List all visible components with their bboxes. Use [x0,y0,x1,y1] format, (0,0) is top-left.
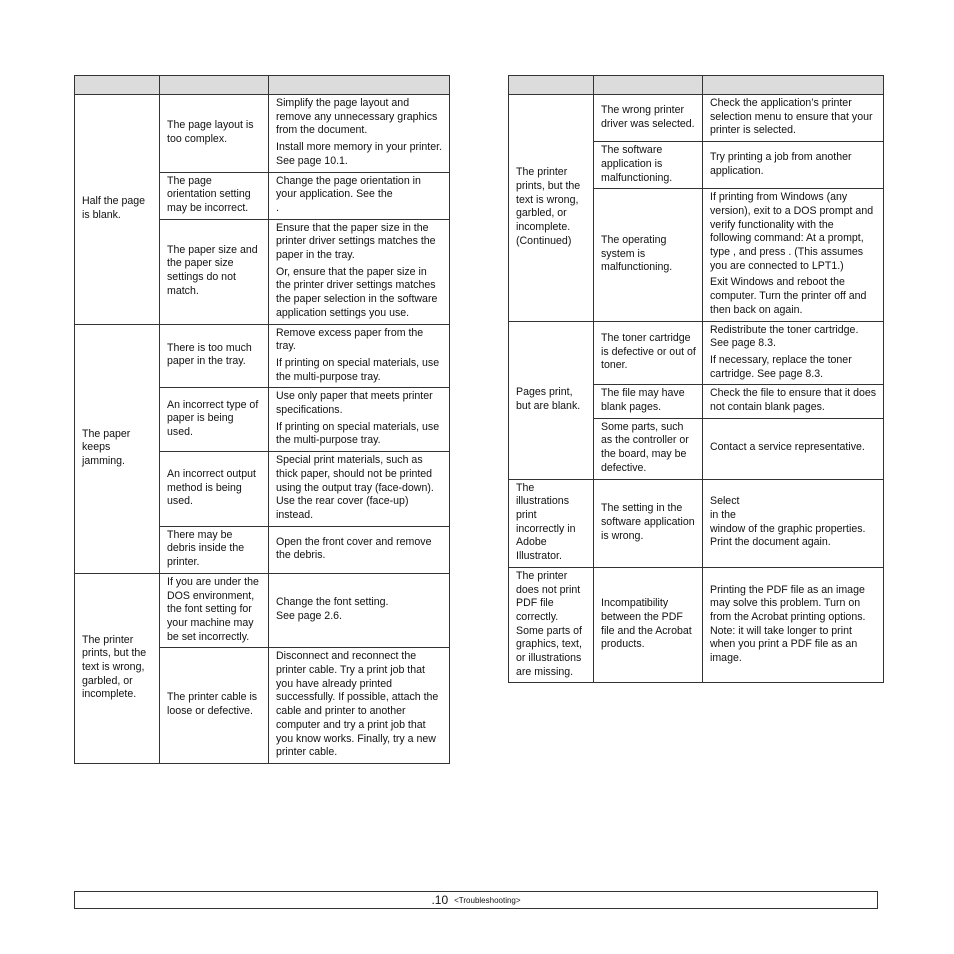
table-row [509,321,884,385]
table-row [509,479,884,567]
condition-cell: The printer prints, but the text is wrong, garbled, or incomplete. (Continued) [509,95,594,322]
troubleshooting-table-right [508,75,884,683]
table-header-row [509,76,884,95]
solution-cell [703,142,884,189]
solution-text: Special print materials, such as thick paper, should not be printed using the output tray (face-down). Use the rear cover (face-up) instead. [276,454,434,521]
solution-text: Install more memory in your printer. See page 10.1. [276,141,443,167]
cause-cell: The page layout is too complex. [160,95,269,173]
condition-cell: The printer prints, but the text is wrong, garbled, or incomplete. [75,573,160,763]
cause-cell: Incompatibility between the PDF file and the Acrobat products. [594,567,703,683]
solution-text: Check the application’s printer selection menu to ensure that your printer is selected. [710,97,873,137]
cause-cell: If you are under the DOS environment, the font setting for your machine may be set incorrectly. [160,573,269,648]
solution-text: Redistribute the toner cartridge. See page 8.3. [710,323,859,350]
cause-cell: The setting in the software application is wrong. [594,479,703,567]
solution-text: Open the front cover and remove the debris. [276,535,432,562]
table-row [75,324,450,388]
solution-cell [703,385,884,418]
header-cause [594,76,703,95]
solution-text: Remove excess paper from the tray. [276,326,424,353]
solution-cell [269,452,450,527]
cause-cell: The file may have blank pages. [594,385,703,418]
cause-cell: An incorrect output method is being used. [160,452,269,527]
solution-cell [269,219,450,324]
solution-text: If necessary, replace the toner cartridge. See page 8.3. [710,353,852,380]
solution-text: Simplify the page layout and remove any unnecessary graphics from the document. [276,97,438,137]
solution-text: Printing the PDF file as an image may solve this problem. Turn on from the Acrobat printing options. Note: it will take longer to print when you print a PDF file as an image. [710,583,866,665]
solution-text: Try printing a job from another application. [710,150,852,177]
condition-cell: The paper keeps jamming. [75,324,160,573]
cause-cell: The software application is malfunctioning. [594,142,703,189]
solution-text: Use only paper that meets printer specifications. [276,390,433,417]
solution-text: Disconnect and reconnect the printer cable. Try a print job that you have already printed successfully. If possible, attach the cable and printer to another computer and try a print job that you know works. Finally, try a new printer cable. [276,650,439,759]
solution-text: Change the page orientation in your application. See the . [276,174,421,214]
solution-text: Exit Windows and reboot the computer. Turn the printer off and then back on again. [710,276,867,316]
solution-text: If printing from Windows (any version), exit to a DOS prompt and verify functionality with the following command: At a prompt, type , and press . (This assumes you are connected to LPT1.) [710,191,874,272]
page-number: .10 [431,893,449,907]
table-body [75,95,450,764]
cause-cell: The toner cartridge is defective or out of toner. [594,321,703,385]
cause-cell: The operating system is malfunctioning. [594,189,703,321]
solution-cell [703,189,884,321]
table-row [509,567,884,683]
cause-cell: The printer cable is loose or defective. [160,648,269,764]
header-solution [269,76,450,95]
solution-text: Select in the window of the graphic properties. Print the document again. [710,495,866,549]
table-row [509,95,884,142]
header-condition [75,76,160,95]
cause-cell: Some parts, such as the controller or the board, may be defective. [594,418,703,479]
solution-text: Check the file to ensure that it does not contain blank pages. [710,387,877,414]
condition-cell: Pages print, but are blank. [509,321,594,479]
solution-text: If printing on special materials, use the multi-purpose tray. [276,420,440,447]
solution-text: Change the font setting. See page 2.6. [276,596,389,623]
solution-cell [703,567,884,683]
cause-cell: There is too much paper in the tray. [160,324,269,388]
solution-cell [269,648,450,764]
table-row [75,95,450,173]
solution-cell [269,95,450,173]
header-condition [509,76,594,95]
troubleshooting-table-left [74,75,450,764]
solution-text: Ensure that the paper size in the printer driver settings matches the paper in the tray. [276,221,436,262]
header-cause [160,76,269,95]
cause-cell: The page orientation setting may be incorrect. [160,172,269,219]
condition-cell: The printer does not print PDF file correctly. Some parts of graphics, text, or illustrations are missing. [509,567,594,683]
header-solution [703,76,884,95]
solution-text: Or, ensure that the paper size in the printer driver settings matches the paper selection in the software application settings you use. [276,265,438,319]
solution-cell [269,324,450,388]
solution-text: If printing on special materials, use the multi-purpose tray. [276,356,440,383]
section-name: <Troubleshooting> [454,895,521,905]
condition-cell: Half the page is blank. [75,95,160,325]
cause-cell: There may be debris inside the printer. [160,526,269,573]
solution-cell [703,321,884,385]
solution-text: Contact a service representative. [710,441,865,454]
table-row [75,573,450,648]
cause-cell: The wrong printer driver was selected. [594,95,703,142]
solution-cell [269,526,450,573]
table-body [509,95,884,683]
solution-cell [269,388,450,452]
solution-cell [703,418,884,479]
solution-cell [269,573,450,648]
solution-cell [703,479,884,567]
cause-cell: The paper size and the paper size settings do not match. [160,219,269,324]
page-footer [74,891,878,909]
condition-cell: The illustrations print incorrectly in Adobe Illustrator. [509,479,594,567]
cause-cell: An incorrect type of paper is being used. [160,388,269,452]
table-header-row [75,76,450,95]
solution-cell [269,172,450,219]
solution-cell [703,95,884,142]
